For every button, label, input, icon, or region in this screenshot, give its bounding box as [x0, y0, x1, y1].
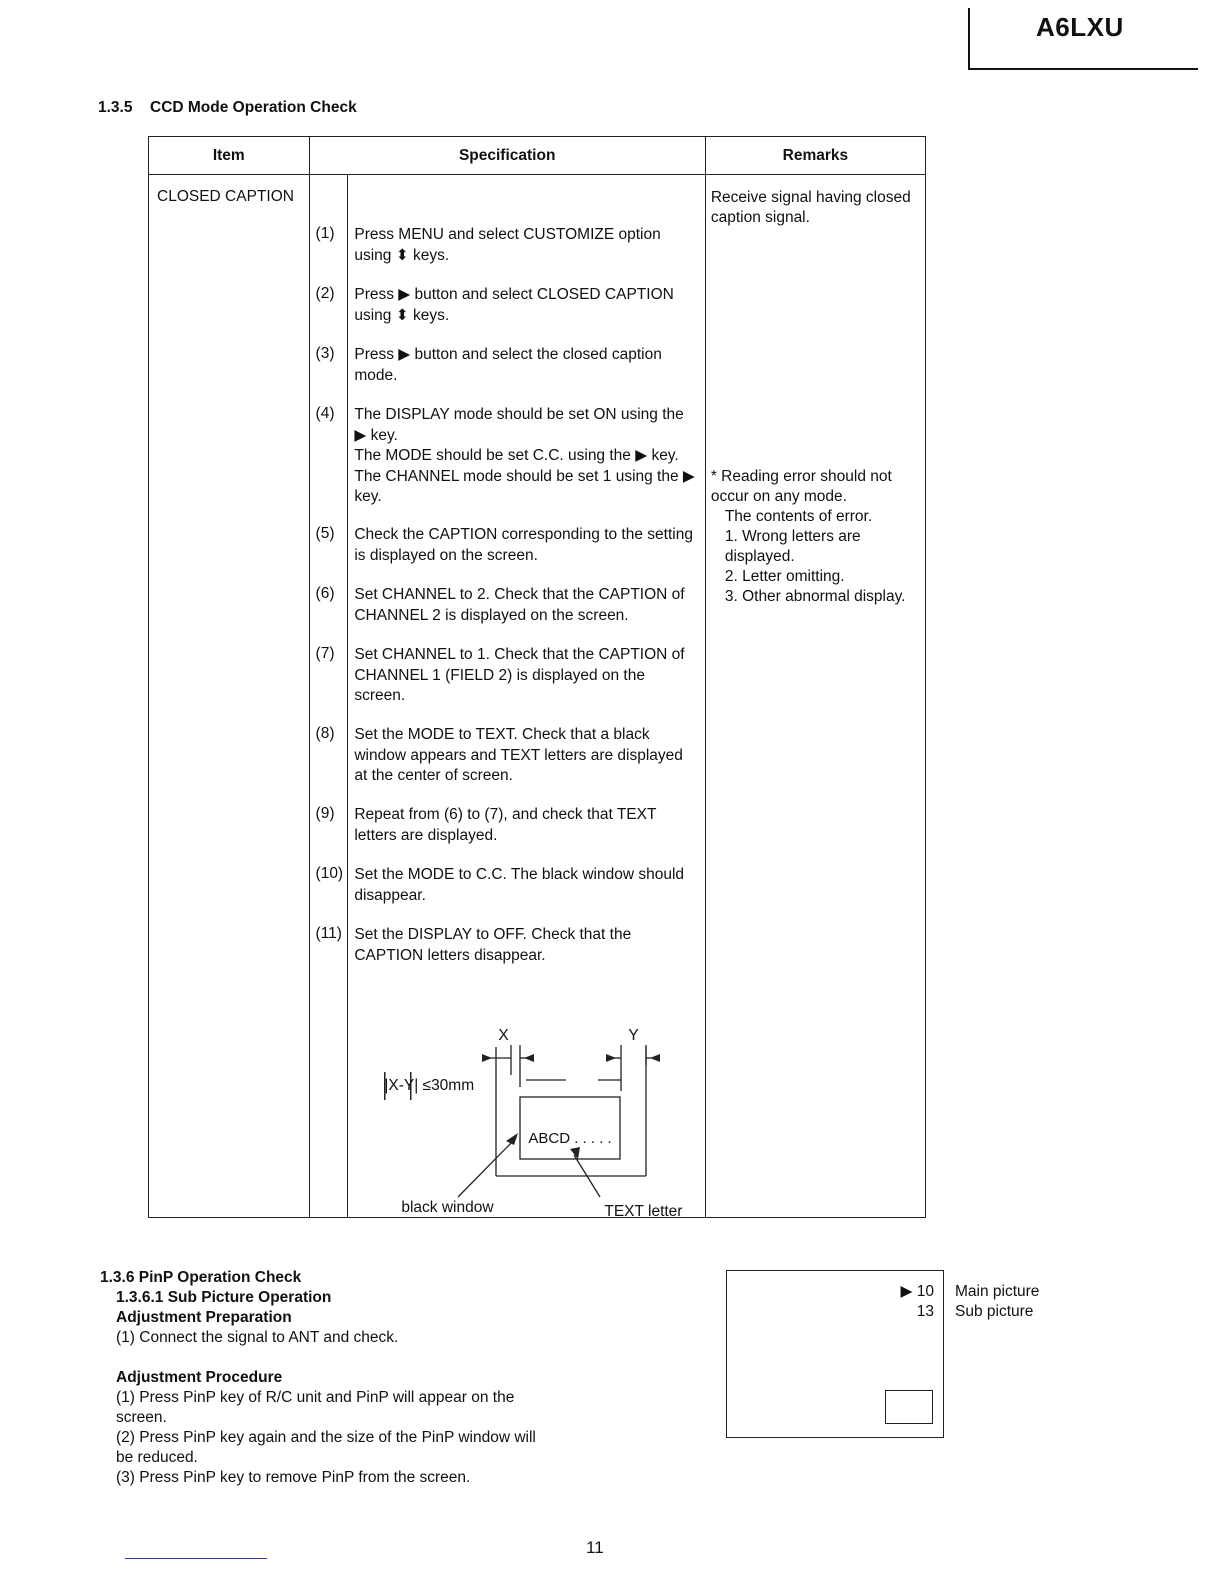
- pip-sub-label: Sub picture: [955, 1303, 1034, 1320]
- remarks-cell: [705, 175, 925, 1218]
- pip-main-label: Main picture: [955, 1283, 1040, 1300]
- step-number: (9): [315, 805, 335, 822]
- step-number: (3): [315, 345, 335, 362]
- step-text: Check the CAPTION corresponding to the setting is displayed on the screen.: [354, 526, 693, 564]
- pip-main-number: ▶ 10: [900, 1283, 934, 1300]
- step-number: (5): [315, 525, 335, 542]
- section-136: [100, 1268, 556, 1488]
- section-title: CCD Mode Operation Check: [150, 99, 357, 116]
- step-text: Set CHANNEL to 1. Check that the CAPTION of CHANNEL 1 (FIELD 2) is displayed on the screen.: [354, 646, 685, 704]
- step-number: (4): [315, 405, 335, 422]
- pip-labels: [955, 1282, 1039, 1322]
- proc-item: (1) Press PinP key of R/C unit and PinP will appear on the screen.: [116, 1389, 515, 1426]
- remarks-note-item: 3. Other abnormal display.: [724, 588, 906, 605]
- diagram-black-window-label: black window: [401, 1199, 494, 1216]
- step-text-column: [348, 175, 705, 1218]
- diagram-y-label: Y: [628, 1027, 639, 1044]
- section-number: 1.3.5: [98, 99, 133, 116]
- item-cell: [149, 175, 310, 1218]
- section-135-heading: [98, 99, 357, 117]
- item-name: CLOSED CAPTION: [157, 188, 294, 205]
- ccd-check-table: [148, 136, 926, 1218]
- step-text: Set CHANNEL to 2. Check that the CAPTION of CHANNEL 2 is displayed on the screen.: [354, 586, 685, 624]
- step-number: (11): [315, 925, 342, 942]
- remarks-note-contents: The contents of error.: [724, 508, 873, 525]
- step-text: Set the DISPLAY to OFF. Check that the CAPTION letters disappear.: [354, 926, 632, 964]
- header-remarks: Remarks: [705, 137, 925, 175]
- diagram-text-letter-label: TEXT letter: [604, 1203, 683, 1220]
- proc-title: Adjustment Procedure: [116, 1369, 283, 1386]
- pip-channel-numbers: [884, 1282, 934, 1322]
- remarks-signal: Receive signal having closed caption signal.: [710, 189, 911, 226]
- step-text: Press MENU and select CUSTOMIZE option using ⬍ keys.: [354, 226, 661, 264]
- diagram-formula: |X-Y| ≤30mm: [384, 1077, 475, 1094]
- proc-item: (3) Press PinP key to remove PinP from the screen.: [116, 1469, 471, 1486]
- step-number: (10): [315, 865, 344, 882]
- proc-item: (2) Press PinP key again and the size of the PinP window will be reduced.: [116, 1429, 536, 1466]
- step-number: (6): [315, 585, 335, 602]
- step-text: Repeat from (6) to (7), and check that TEXT letters are displayed.: [354, 806, 657, 844]
- diagram-x-label: X: [498, 1027, 509, 1044]
- step-number: (2): [315, 285, 335, 302]
- pip-sub-window: [885, 1390, 933, 1424]
- prep-title: Adjustment Preparation: [116, 1309, 292, 1326]
- step-text: The DISPLAY mode should be set ON using the ▶ key. The MODE should be set C.C. using the ▶ key. The CHANNEL mode should be set 1 using the ▶ key.: [354, 406, 695, 505]
- section-136-heading: 1.3.6 PinP Operation Check: [100, 1269, 302, 1286]
- step-number: (7): [315, 645, 335, 662]
- header-item: Item: [149, 137, 310, 175]
- model-code: A6LXU: [1036, 12, 1124, 42]
- diagram-text-sample: ABCD . . . . .: [528, 1130, 612, 1147]
- remarks-error-note: [711, 467, 926, 607]
- step-text: Set the MODE to TEXT. Check that a black window appears and TEXT letters are displayed at the center of screen.: [354, 726, 683, 784]
- table-body-row: [149, 175, 926, 1218]
- table-header-row: [149, 137, 926, 175]
- remarks-note-lead: * Reading error should not occur on any mode.: [710, 468, 892, 505]
- section-1361-heading: 1.3.6.1 Sub Picture Operation: [116, 1289, 332, 1306]
- header-spec: Specification: [309, 137, 705, 175]
- prep-item: (1) Connect the signal to ANT and check.: [116, 1329, 399, 1346]
- step-text: Press ▶ button and select CLOSED CAPTION using ⬍ keys.: [354, 286, 674, 324]
- step-texts: [348, 175, 704, 1220]
- step-number: (1): [315, 225, 335, 242]
- footer-rule: [125, 1558, 267, 1559]
- remarks-note-item: 1. Wrong letters are displayed.: [724, 528, 861, 565]
- page-number: 11: [586, 1538, 604, 1557]
- step-number: (8): [315, 725, 335, 742]
- step-numbers: [310, 175, 348, 1217]
- step-text: Set the MODE to C.C. The black window should disappear.: [354, 866, 685, 904]
- remarks-content: [706, 175, 925, 1217]
- step-number-column: [309, 175, 348, 1218]
- pip-sub-number: 13: [916, 1303, 934, 1320]
- step-text: Press ▶ button and select the closed caption mode.: [354, 346, 662, 384]
- remarks-note-item: 2. Letter omitting.: [724, 568, 845, 585]
